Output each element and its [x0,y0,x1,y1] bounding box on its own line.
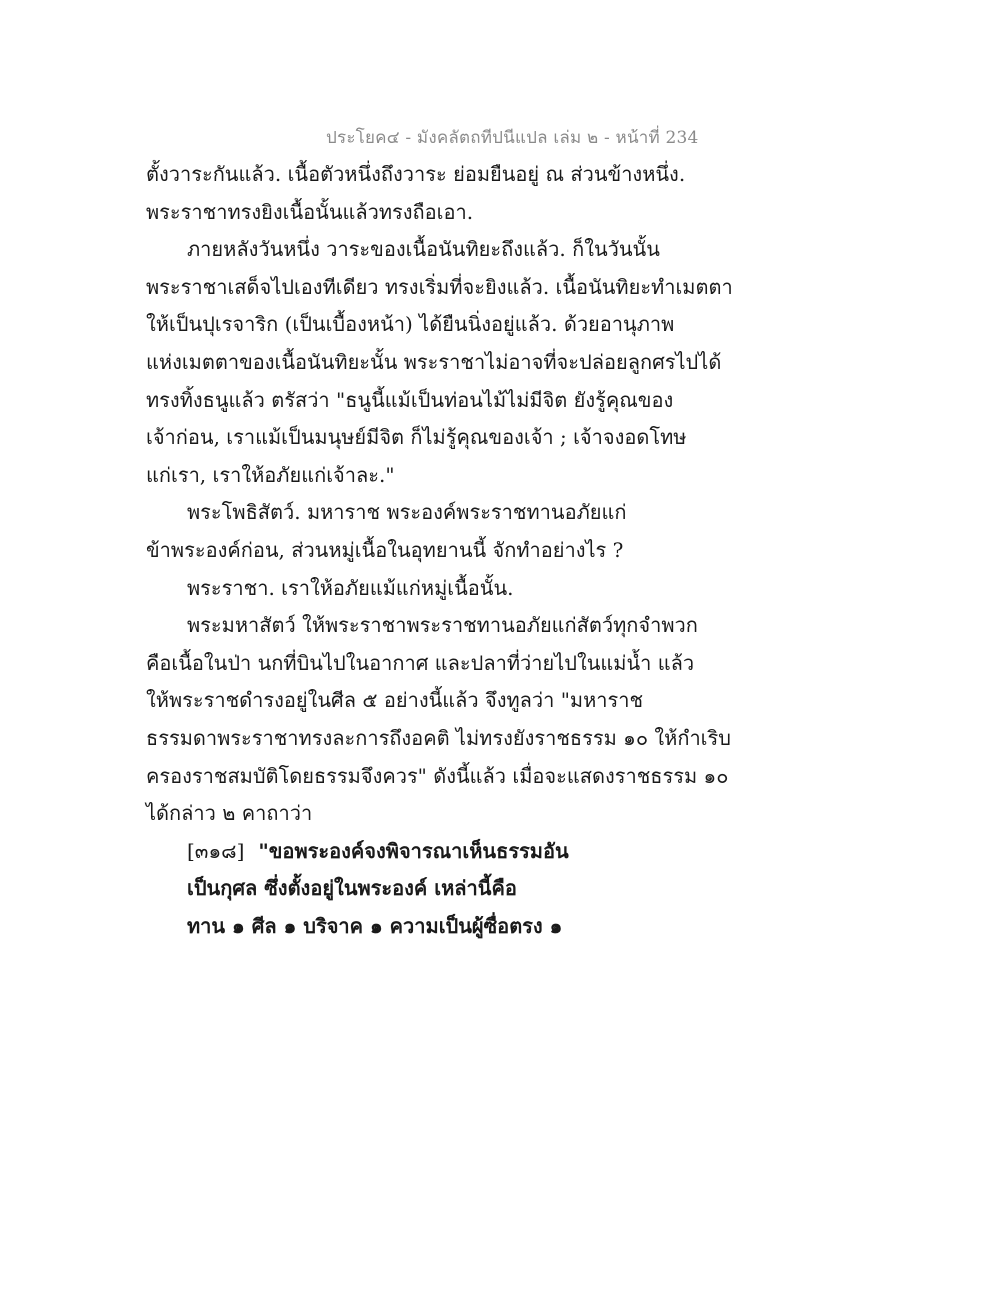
verse-text: "ขอพระองค์จงพิจารณาเห็นธรรมอัน [258,838,569,863]
text-line: ให้เป็นปุเรจาริก (เป็นเบื้องหน้า) ได้ยืนนิ่งอยู่แล้ว. ด้วยอานุภาพ [146,312,675,337]
verse-line: เป็นกุศล ซึ่งตั้งอยู่ในพระองค์ เหล่านี้คือ [187,876,517,901]
paragraph-start-line: ภายหลังวันหนึ่ง วาระของเนื้อนันทิยะถึงแล้ว. ก็ในวันนั้น [187,237,660,262]
body-text [146,156,746,945]
text-line: เจ้าก่อน, เราแม้เป็นมนุษย์มีจิต ก็ไม่รู้คุณของเจ้า ; เจ้าจงอดโทษ [146,425,687,450]
verse-line [146,833,746,871]
text-line: แก่เรา, เราให้อภัยแก่เจ้าละ." [146,462,395,487]
text-line: คือเนื้อในป่า นกที่บินไปในอากาศ และปลาที่ว่ายไปในแม่น้ำ แล้ว [146,650,695,675]
verse-line: ทาน ๑ ศีล ๑ บริจาค ๑ ความเป็นผู้ซื่อตรง ๑ [187,913,563,938]
verse-number: [๓๑๘] [187,838,245,863]
paragraph-start-line: พระมหาสัตว์ ให้พระราชาพระราชทานอภัยแก่สัตว์ทุกจำพวก [187,613,698,638]
text-line: แห่งเมตตาของเนื้อนันทิยะนั้น พระราชาไม่อาจที่จะปล่อยลูกศรไปได้ [146,349,722,374]
page-header: ประโยค๔ - มังคลัตถทีปนีแปล เล่ม ๒ - หน้าที่ 234 [326,128,699,148]
text-line: ได้กล่าว ๒ คาถาว่า [146,801,313,826]
text-line: พระราชาทรงยิงเนื้อนั้นแล้วทรงถือเอา. [146,199,474,224]
text-line: พระราชาเสด็จไปเองทีเดียว ทรงเริ่มที่จะยิงแล้ว. เนื้อนันทิยะทำเมตตา [146,274,733,299]
paragraph-start-line: พระราชา. เราให้อภัยแม้แก่หมู่เนื้อนั้น. [187,575,514,600]
text-line: ข้าพระองค์ก่อน, ส่วนหมู่เนื้อในอุทยานนี้ จักทำอย่างไร ? [146,537,624,562]
text-line: ครองราชสมบัติโดยธรรมจึงควร" ดังนี้แล้ว เมื่อจะแสดงราชธรรม ๑๐ [146,763,729,788]
text-line: ทรงทิ้งธนูแล้ว ตรัสว่า "ธนูนี้แม้เป็นท่อนไม้ไม่มีจิต ยังรู้คุณของ [146,387,674,412]
paragraph-start-line: พระโพธิสัตว์. มหาราช พระองค์พระราชทานอภัยแก่ [187,500,627,525]
text-line: ธรรมดาพระราชาทรงละการถึงอคติ ไม่ทรงยังราชธรรม ๑๐ ให้กำเริบ [146,725,731,750]
text-line: ให้พระราชดำรงอยู่ในศีล ๕ อย่างนี้แล้ว จึงทูลว่า "มหาราช [146,688,644,713]
text-line: ตั้งวาระกันแล้ว. เนื้อตัวหนึ่งถึงวาระ ย่อมยืนอยู่ ณ ส่วนข้างหนึ่ง. [146,162,686,186]
